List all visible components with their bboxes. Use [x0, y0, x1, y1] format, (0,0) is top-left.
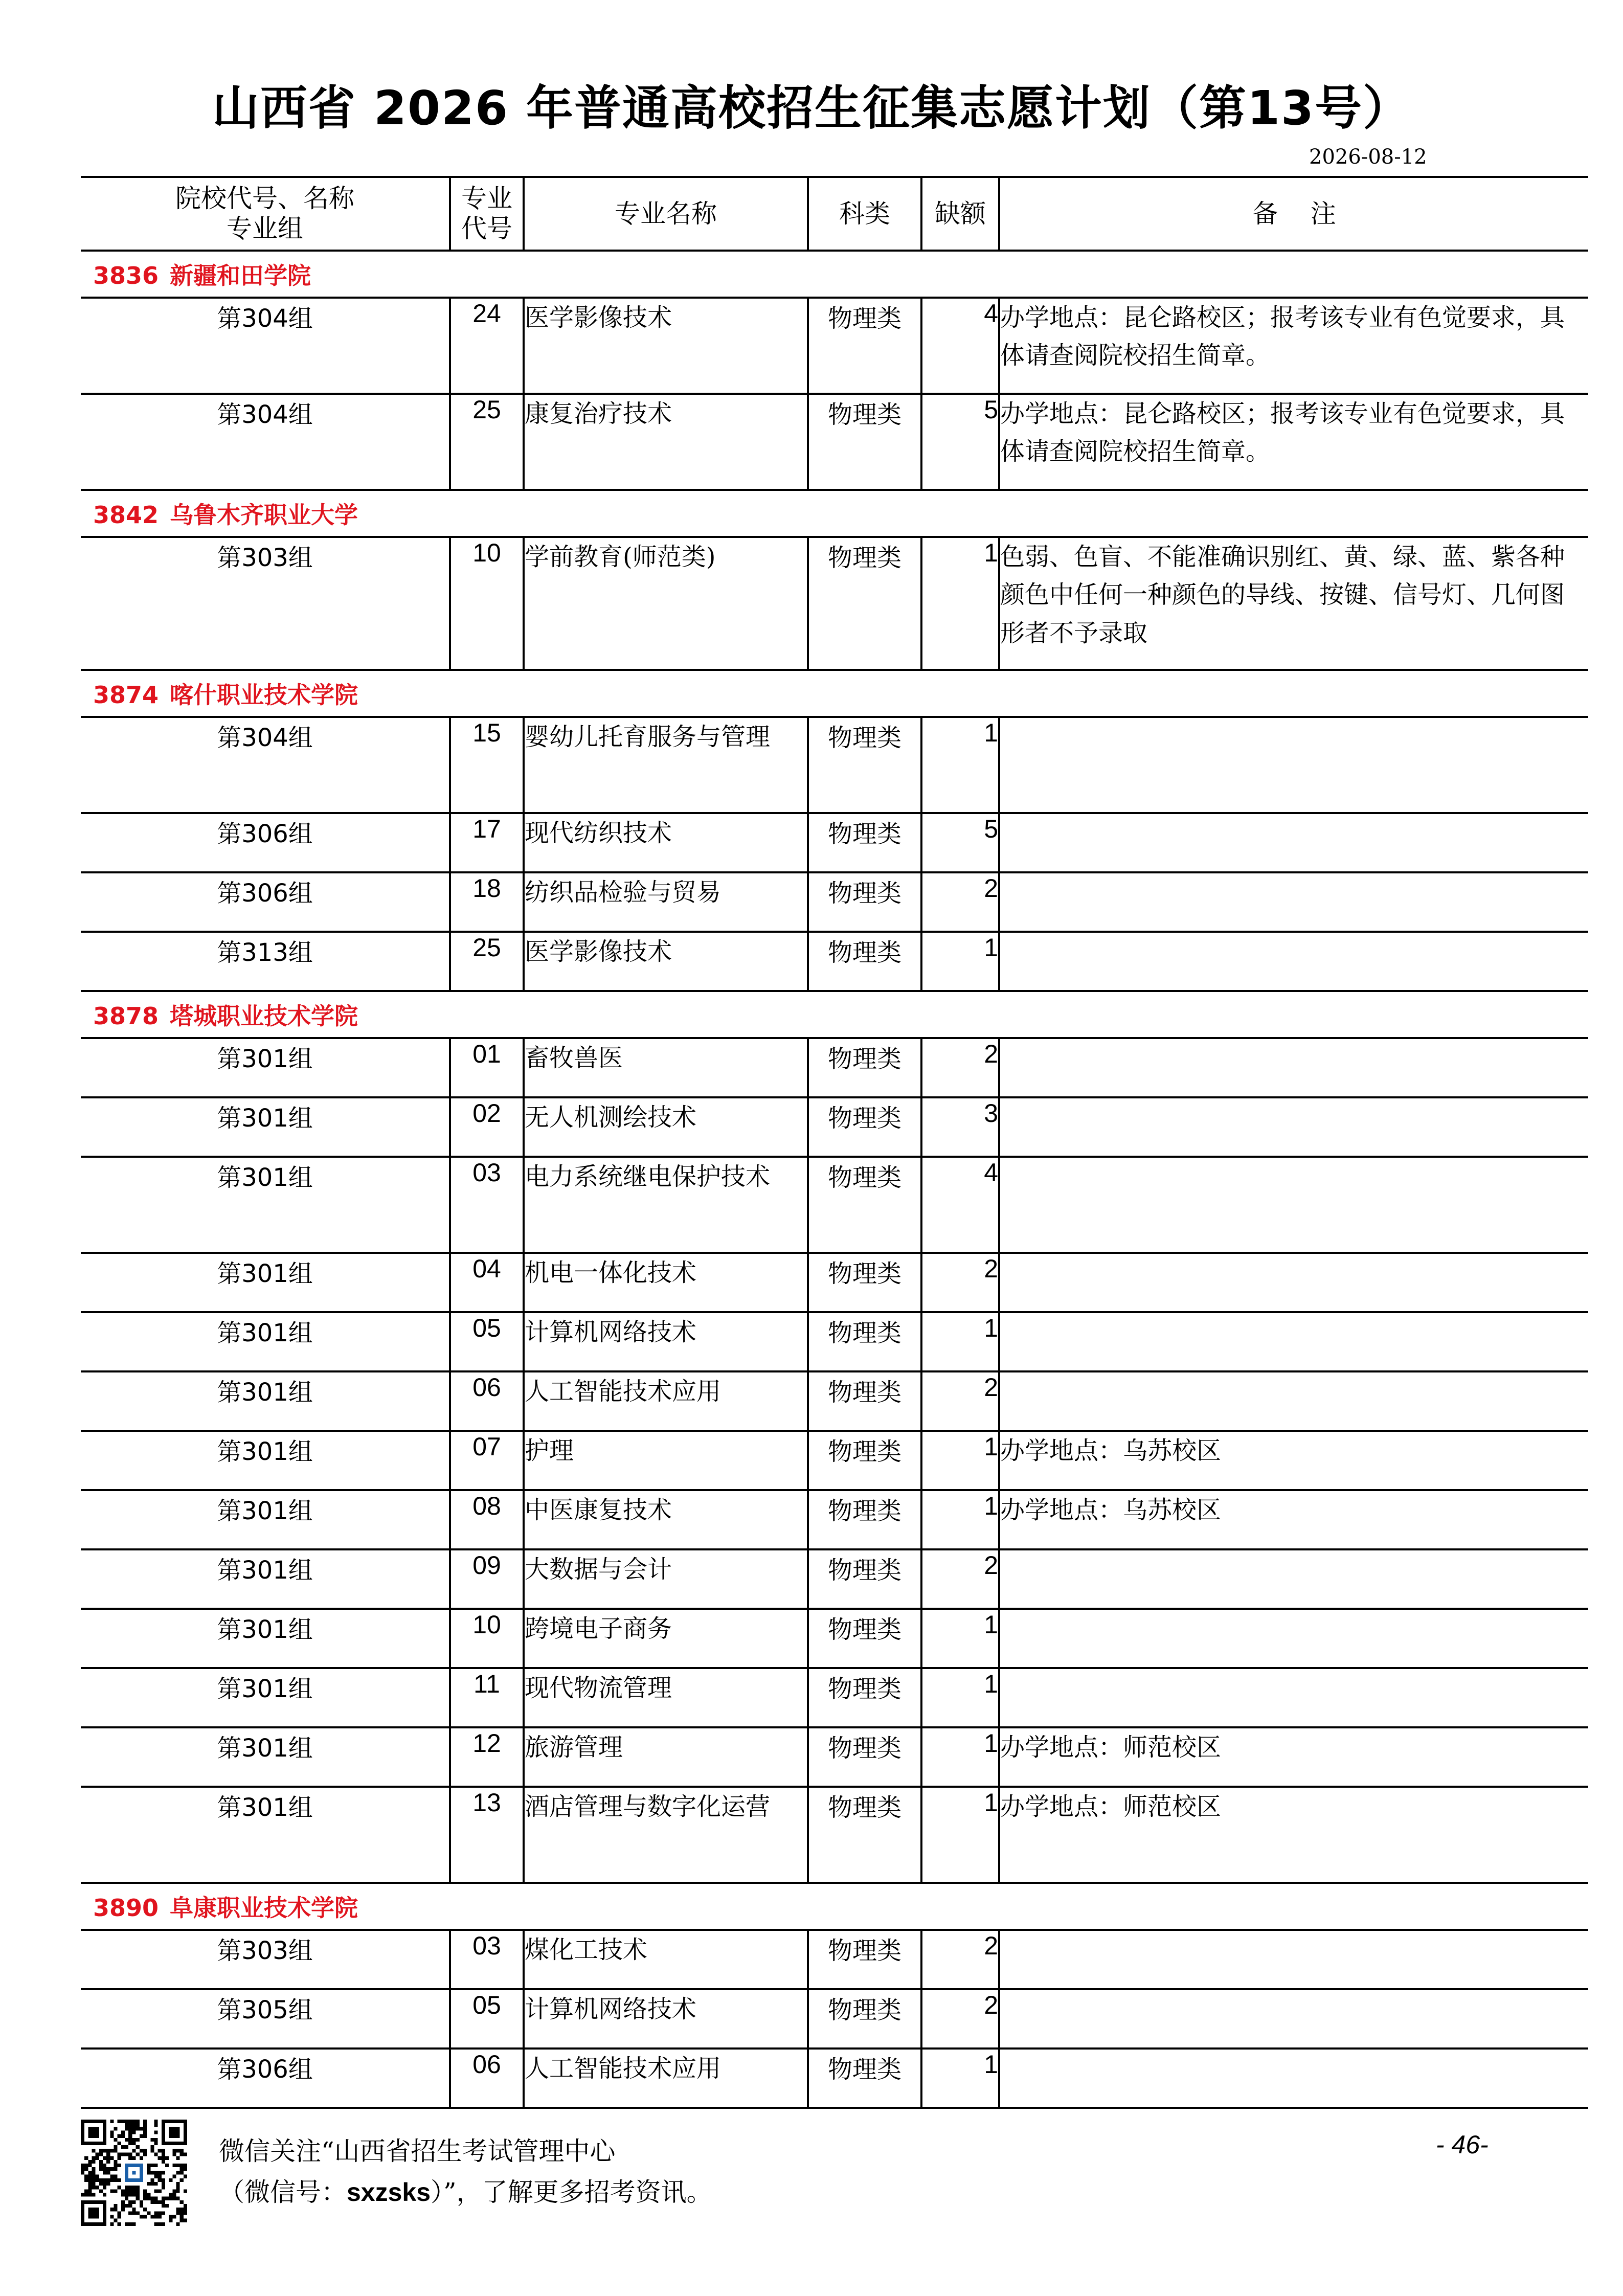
- note: [999, 1157, 1588, 1253]
- note: [999, 1371, 1588, 1431]
- major-group: 第301组: [81, 1431, 450, 1490]
- table-row: [81, 1490, 1588, 1549]
- major-name: 煤化工技术: [524, 1930, 808, 1989]
- vacancy: 1: [921, 1787, 999, 1883]
- school-row: [81, 1883, 1588, 1930]
- vacancy: 2: [921, 1371, 999, 1431]
- major-name: 计算机网络技术: [524, 1989, 808, 2049]
- note: [999, 2049, 1588, 2108]
- major-group: 第303组: [81, 537, 450, 670]
- note: [999, 872, 1588, 932]
- category: 物理类: [808, 537, 921, 670]
- table-row: [81, 1930, 1588, 1989]
- school-row: [81, 670, 1588, 717]
- major-code: 15: [450, 717, 524, 813]
- major-name: 旅游管理: [524, 1727, 808, 1787]
- major-code: 03: [450, 1157, 524, 1253]
- category: 物理类: [808, 1787, 921, 1883]
- major-group: 第306组: [81, 2049, 450, 2108]
- school-header: [81, 1883, 1588, 1930]
- note: [999, 1930, 1588, 1989]
- school-row: [81, 251, 1588, 298]
- major-name: 人工智能技术应用: [524, 2049, 808, 2108]
- major-name: 计算机网络技术: [524, 1312, 808, 1371]
- major-code: 24: [450, 298, 524, 394]
- major-group: 第301组: [81, 1549, 450, 1609]
- note: 办学地点：乌苏校区: [999, 1490, 1588, 1549]
- header-vacancy: 缺额: [921, 177, 999, 251]
- category: 物理类: [808, 1371, 921, 1431]
- category: 物理类: [808, 394, 921, 490]
- table-row: [81, 1431, 1588, 1490]
- major-code: 05: [450, 1312, 524, 1371]
- wechat-notice: [219, 2131, 712, 2213]
- major-group: 第306组: [81, 872, 450, 932]
- school-name: 塔城职业技术学院: [170, 1002, 358, 1030]
- category: 物理类: [808, 1038, 921, 1097]
- table-row: [81, 1727, 1588, 1787]
- major-name: 机电一体化技术: [524, 1253, 808, 1312]
- table-row: [81, 298, 1588, 394]
- major-name: 医学影像技术: [524, 932, 808, 991]
- table-row: [81, 1253, 1588, 1312]
- major-code: 25: [450, 932, 524, 991]
- table-row: [81, 537, 1588, 670]
- major-code: 07: [450, 1431, 524, 1490]
- major-code: 17: [450, 813, 524, 872]
- major-group: 第301组: [81, 1490, 450, 1549]
- note: [999, 813, 1588, 872]
- table-row: [81, 813, 1588, 872]
- category: 物理类: [808, 1549, 921, 1609]
- category: 物理类: [808, 298, 921, 394]
- major-name: 婴幼儿托育服务与管理: [524, 717, 808, 813]
- major-group: 第301组: [81, 1312, 450, 1371]
- qr-code-icon: [81, 2120, 187, 2226]
- major-group: 第301组: [81, 1371, 450, 1431]
- major-code: 13: [450, 1787, 524, 1883]
- table-row: [81, 2049, 1588, 2108]
- major-group: 第301组: [81, 1157, 450, 1253]
- header-note: 备 注: [999, 177, 1588, 251]
- major-group: 第301组: [81, 1727, 450, 1787]
- major-group: 第301组: [81, 1097, 450, 1157]
- major-name: 康复治疗技术: [524, 394, 808, 490]
- table-row: [81, 1097, 1588, 1157]
- major-name: 畜牧兽医: [524, 1038, 808, 1097]
- major-code: 12: [450, 1727, 524, 1787]
- vacancy: 2: [921, 1549, 999, 1609]
- vacancy: 4: [921, 1157, 999, 1253]
- vacancy: 1: [921, 1431, 999, 1490]
- header-category: 科类: [808, 177, 921, 251]
- table-row: [81, 872, 1588, 932]
- category: 物理类: [808, 872, 921, 932]
- school-code: 3890: [93, 1894, 159, 1922]
- category: 物理类: [808, 932, 921, 991]
- category: 物理类: [808, 2049, 921, 2108]
- note: [999, 1609, 1588, 1668]
- major-group: 第304组: [81, 717, 450, 813]
- major-group: 第301组: [81, 1609, 450, 1668]
- major-group: 第301组: [81, 1668, 450, 1727]
- note: [999, 1253, 1588, 1312]
- category: 物理类: [808, 1312, 921, 1371]
- vacancy: 1: [921, 717, 999, 813]
- note: [999, 1038, 1588, 1097]
- category: 物理类: [808, 813, 921, 872]
- vacancy: 1: [921, 932, 999, 991]
- major-code: 25: [450, 394, 524, 490]
- note: [999, 1097, 1588, 1157]
- major-group: 第301组: [81, 1253, 450, 1312]
- major-code: 11: [450, 1668, 524, 1727]
- wechat-notice-line2: [219, 2172, 712, 2213]
- category: 物理类: [808, 1930, 921, 1989]
- note: 办学地点：昆仑路校区；报考该专业有色觉要求，具体请查阅院校招生简章。: [999, 394, 1588, 490]
- wechat-id-prefix: （微信号：: [219, 2177, 347, 2207]
- note: 办学地点：乌苏校区: [999, 1431, 1588, 1490]
- major-name: 跨境电子商务: [524, 1609, 808, 1668]
- note: 色弱、色盲、不能准确识别红、黄、绿、蓝、紫各种颜色中任何一种颜色的导线、按键、信号灯、几何图形者不予录取: [999, 537, 1588, 670]
- school-code: 3836: [93, 262, 159, 289]
- major-name: 医学影像技术: [524, 298, 808, 394]
- table-row: [81, 1038, 1588, 1097]
- vacancy: 1: [921, 2049, 999, 2108]
- major-code: 06: [450, 2049, 524, 2108]
- wechat-id-suffix: ）”，了解更多招考资讯。: [431, 2177, 712, 2207]
- school-header: [81, 670, 1588, 717]
- major-code: 09: [450, 1549, 524, 1609]
- vacancy: 1: [921, 1727, 999, 1787]
- table-row: [81, 1668, 1588, 1727]
- major-name: 酒店管理与数字化运营: [524, 1787, 808, 1883]
- note: [999, 1668, 1588, 1727]
- table-row: [81, 717, 1588, 813]
- enrollment-plan-table: [81, 176, 1588, 2109]
- vacancy: 1: [921, 1312, 999, 1371]
- major-code: 10: [450, 1609, 524, 1668]
- school-code: 3874: [93, 681, 159, 709]
- vacancy: 3: [921, 1097, 999, 1157]
- major-name: 现代物流管理: [524, 1668, 808, 1727]
- major-code: 05: [450, 1989, 524, 2049]
- major-code: 04: [450, 1253, 524, 1312]
- note: 办学地点：昆仑路校区；报考该专业有色觉要求，具体请查阅院校招生简章。: [999, 298, 1588, 394]
- category: 物理类: [808, 1490, 921, 1549]
- vacancy: 2: [921, 1930, 999, 1989]
- table-row: [81, 1157, 1588, 1253]
- vacancy: 2: [921, 872, 999, 932]
- category: 物理类: [808, 1668, 921, 1727]
- major-group: 第301组: [81, 1787, 450, 1883]
- major-name: 中医康复技术: [524, 1490, 808, 1549]
- school-header: [81, 251, 1588, 298]
- header-school: 院校代号、名称 专业组: [81, 177, 450, 251]
- major-group: 第301组: [81, 1038, 450, 1097]
- table-row: [81, 932, 1588, 991]
- vacancy: 1: [921, 1668, 999, 1727]
- category: 物理类: [808, 1097, 921, 1157]
- table-row: [81, 1989, 1588, 2049]
- major-group: 第305组: [81, 1989, 450, 2049]
- major-name: 电力系统继电保护技术: [524, 1157, 808, 1253]
- school-row: [81, 991, 1588, 1038]
- note: [999, 1989, 1588, 2049]
- vacancy: 1: [921, 1490, 999, 1549]
- major-name: 学前教育(师范类): [524, 537, 808, 670]
- vacancy: 1: [921, 1609, 999, 1668]
- table-row: [81, 1549, 1588, 1609]
- wechat-id: sxzsks: [347, 2178, 431, 2207]
- school-name: 喀什职业技术学院: [170, 681, 358, 709]
- publish-date: 2026-08-12: [1309, 145, 1427, 169]
- vacancy: 4: [921, 298, 999, 394]
- category: 物理类: [808, 1253, 921, 1312]
- major-name: 大数据与会计: [524, 1549, 808, 1609]
- school-code: 3878: [93, 1002, 159, 1030]
- major-group: 第313组: [81, 932, 450, 991]
- note: 办学地点：师范校区: [999, 1727, 1588, 1787]
- major-group: 第304组: [81, 394, 450, 490]
- major-code: 01: [450, 1038, 524, 1097]
- major-code: 06: [450, 1371, 524, 1431]
- major-name: 纺织品检验与贸易: [524, 872, 808, 932]
- school-row: [81, 490, 1588, 537]
- category: 物理类: [808, 1989, 921, 2049]
- page-title: 山西省 2026 年普通高校招生征集志愿计划（第13号）: [212, 81, 1411, 136]
- table-row: [81, 394, 1588, 490]
- table-row: [81, 1787, 1588, 1883]
- table-row: [81, 1312, 1588, 1371]
- school-name: 新疆和田学院: [170, 262, 311, 289]
- table-row: [81, 1371, 1588, 1431]
- note: [999, 932, 1588, 991]
- vacancy: 2: [921, 1038, 999, 1097]
- major-code: 08: [450, 1490, 524, 1549]
- major-code: 02: [450, 1097, 524, 1157]
- table-header-row: [81, 177, 1588, 251]
- note: [999, 717, 1588, 813]
- vacancy: 2: [921, 1989, 999, 2049]
- vacancy: 5: [921, 813, 999, 872]
- vacancy: 2: [921, 1253, 999, 1312]
- school-header: [81, 991, 1588, 1038]
- vacancy: 5: [921, 394, 999, 490]
- major-name: 无人机测绘技术: [524, 1097, 808, 1157]
- header-major-code: 专业 代号: [450, 177, 524, 251]
- major-group: 第306组: [81, 813, 450, 872]
- major-name: 人工智能技术应用: [524, 1371, 808, 1431]
- wechat-notice-line1: 微信关注“山西省招生考试管理中心: [219, 2136, 616, 2166]
- page-number: - 46-: [1436, 2130, 1489, 2159]
- school-header: [81, 490, 1588, 537]
- major-code: 03: [450, 1930, 524, 1989]
- table-row: [81, 1609, 1588, 1668]
- major-group: 第304组: [81, 298, 450, 394]
- major-name: 护理: [524, 1431, 808, 1490]
- page-footer: [81, 2120, 1588, 2232]
- category: 物理类: [808, 1609, 921, 1668]
- school-name: 乌鲁木齐职业大学: [170, 501, 358, 529]
- note: [999, 1312, 1588, 1371]
- category: 物理类: [808, 1157, 921, 1253]
- major-group: 第303组: [81, 1930, 450, 1989]
- note: [999, 1549, 1588, 1609]
- major-code: 18: [450, 872, 524, 932]
- school-name: 阜康职业技术学院: [170, 1894, 358, 1922]
- header-major-name: 专业名称: [524, 177, 808, 251]
- category: 物理类: [808, 1727, 921, 1787]
- note: 办学地点：师范校区: [999, 1787, 1588, 1883]
- vacancy: 1: [921, 537, 999, 670]
- major-name: 现代纺织技术: [524, 813, 808, 872]
- major-code: 10: [450, 537, 524, 670]
- category: 物理类: [808, 717, 921, 813]
- school-code: 3842: [93, 501, 159, 529]
- category: 物理类: [808, 1431, 921, 1490]
